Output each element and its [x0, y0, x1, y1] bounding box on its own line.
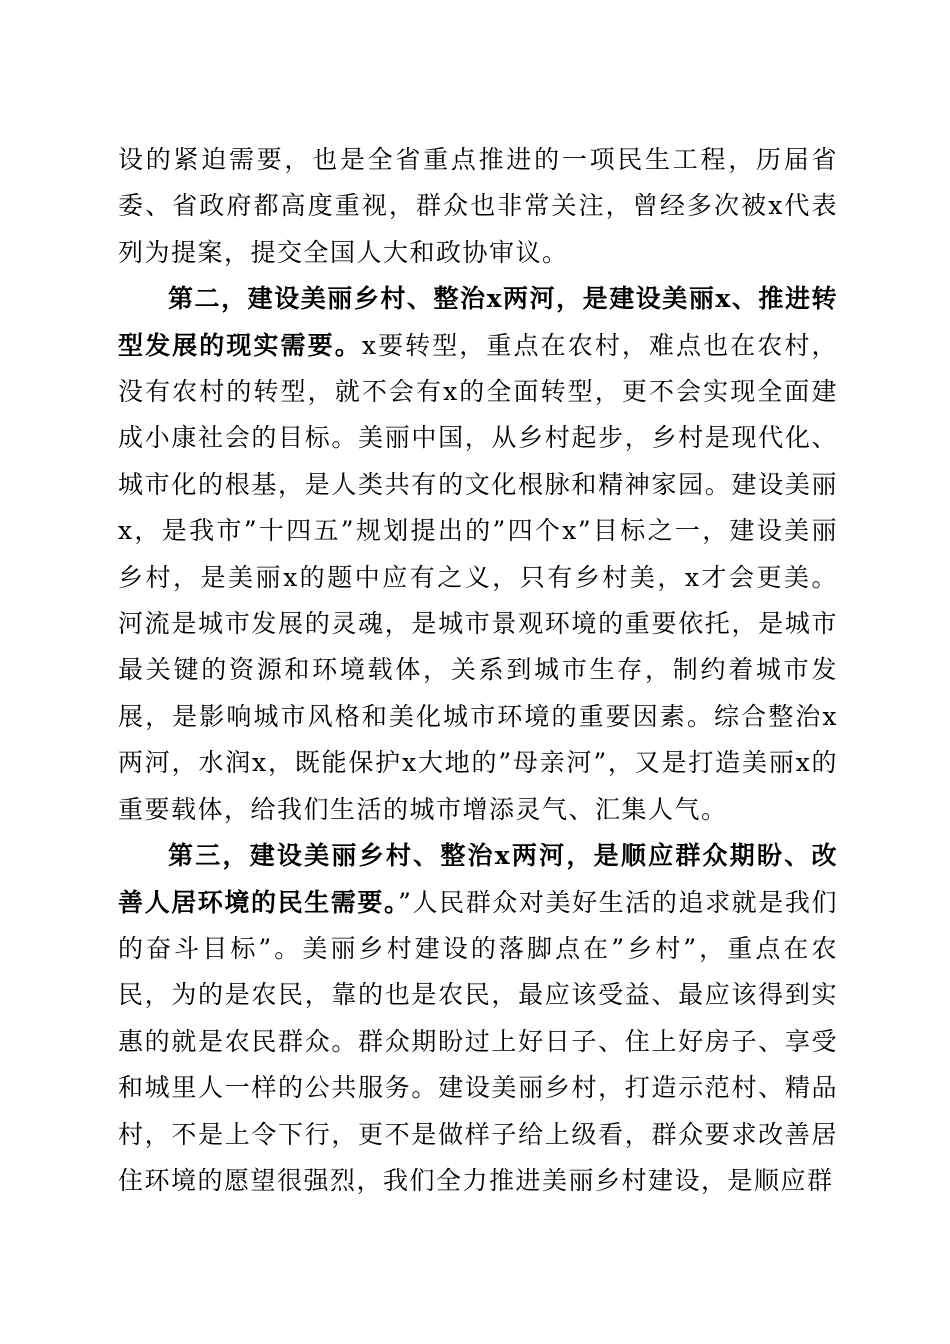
document-body — [118, 137, 838, 1204]
paragraph-second-point — [118, 276, 838, 833]
paragraph-body: x要转型，重点在农村，难点也在农村，没有农村的转型，就不会有x的全面转型，更不会实现全面建成小康社会的目标。美丽中国，从乡村起步，乡村是现代化、城市化的根基，是人类共有的文化根脉和精神家园。建设美丽x，是我市”十四五”规划提出的”四个x”目标之一，建设美丽乡村，是美丽x的题中应有之义，只有乡村美，x才会更美。河流是城市发展的灵魂，是城市景观环境的重要依托，是城市最关键的资源和环境载体，关系到城市生存，制约着城市发展，是影响城市风格和美化城市环境的重要因素。综合整治x两河，水润x，既能保护x大地的”母亲河”，又是打造美丽x的重要载体，给我们生活的城市增添灵气、汇集人气。 — [118, 330, 838, 824]
paragraph-body: ”人民群众对美好生活的追求就是我们的奋斗目标”。美丽乡村建设的落脚点在”乡村”，重点在农民，为的是农民，靠的也是农民，最应该受益、最应该得到实惠的就是农民群众。群众期盼过上好日子、住上好房子、享受和城里人一样的公共服务。建设美丽乡村，打造示范村、精品村，不是上令下行，更不是做样子给上级看，群众要求改善居住环境的愿望很强烈，我们全力推进美丽乡村建设，是顺应群 — [118, 887, 838, 1195]
paragraph-third-point — [118, 833, 838, 1204]
paragraph-lead: 第二，建设美丽乡村、整治x两河，是建设美丽x、推进转型发展的现实需要。 — [118, 284, 838, 360]
paragraph-continuation — [118, 137, 838, 276]
paragraph-body: 设的紧迫需要，也是全省重点推进的一项民生工程，历届省委、省政府都高度重视，群众也非常关注，曾经多次被x代表列为提案，提交全国人大和政协审议。 — [118, 145, 838, 267]
paragraph-lead: 第三，建设美丽乡村、整治x两河，是顺应群众期盼、改善人居环境的民生需要。 — [118, 841, 838, 917]
